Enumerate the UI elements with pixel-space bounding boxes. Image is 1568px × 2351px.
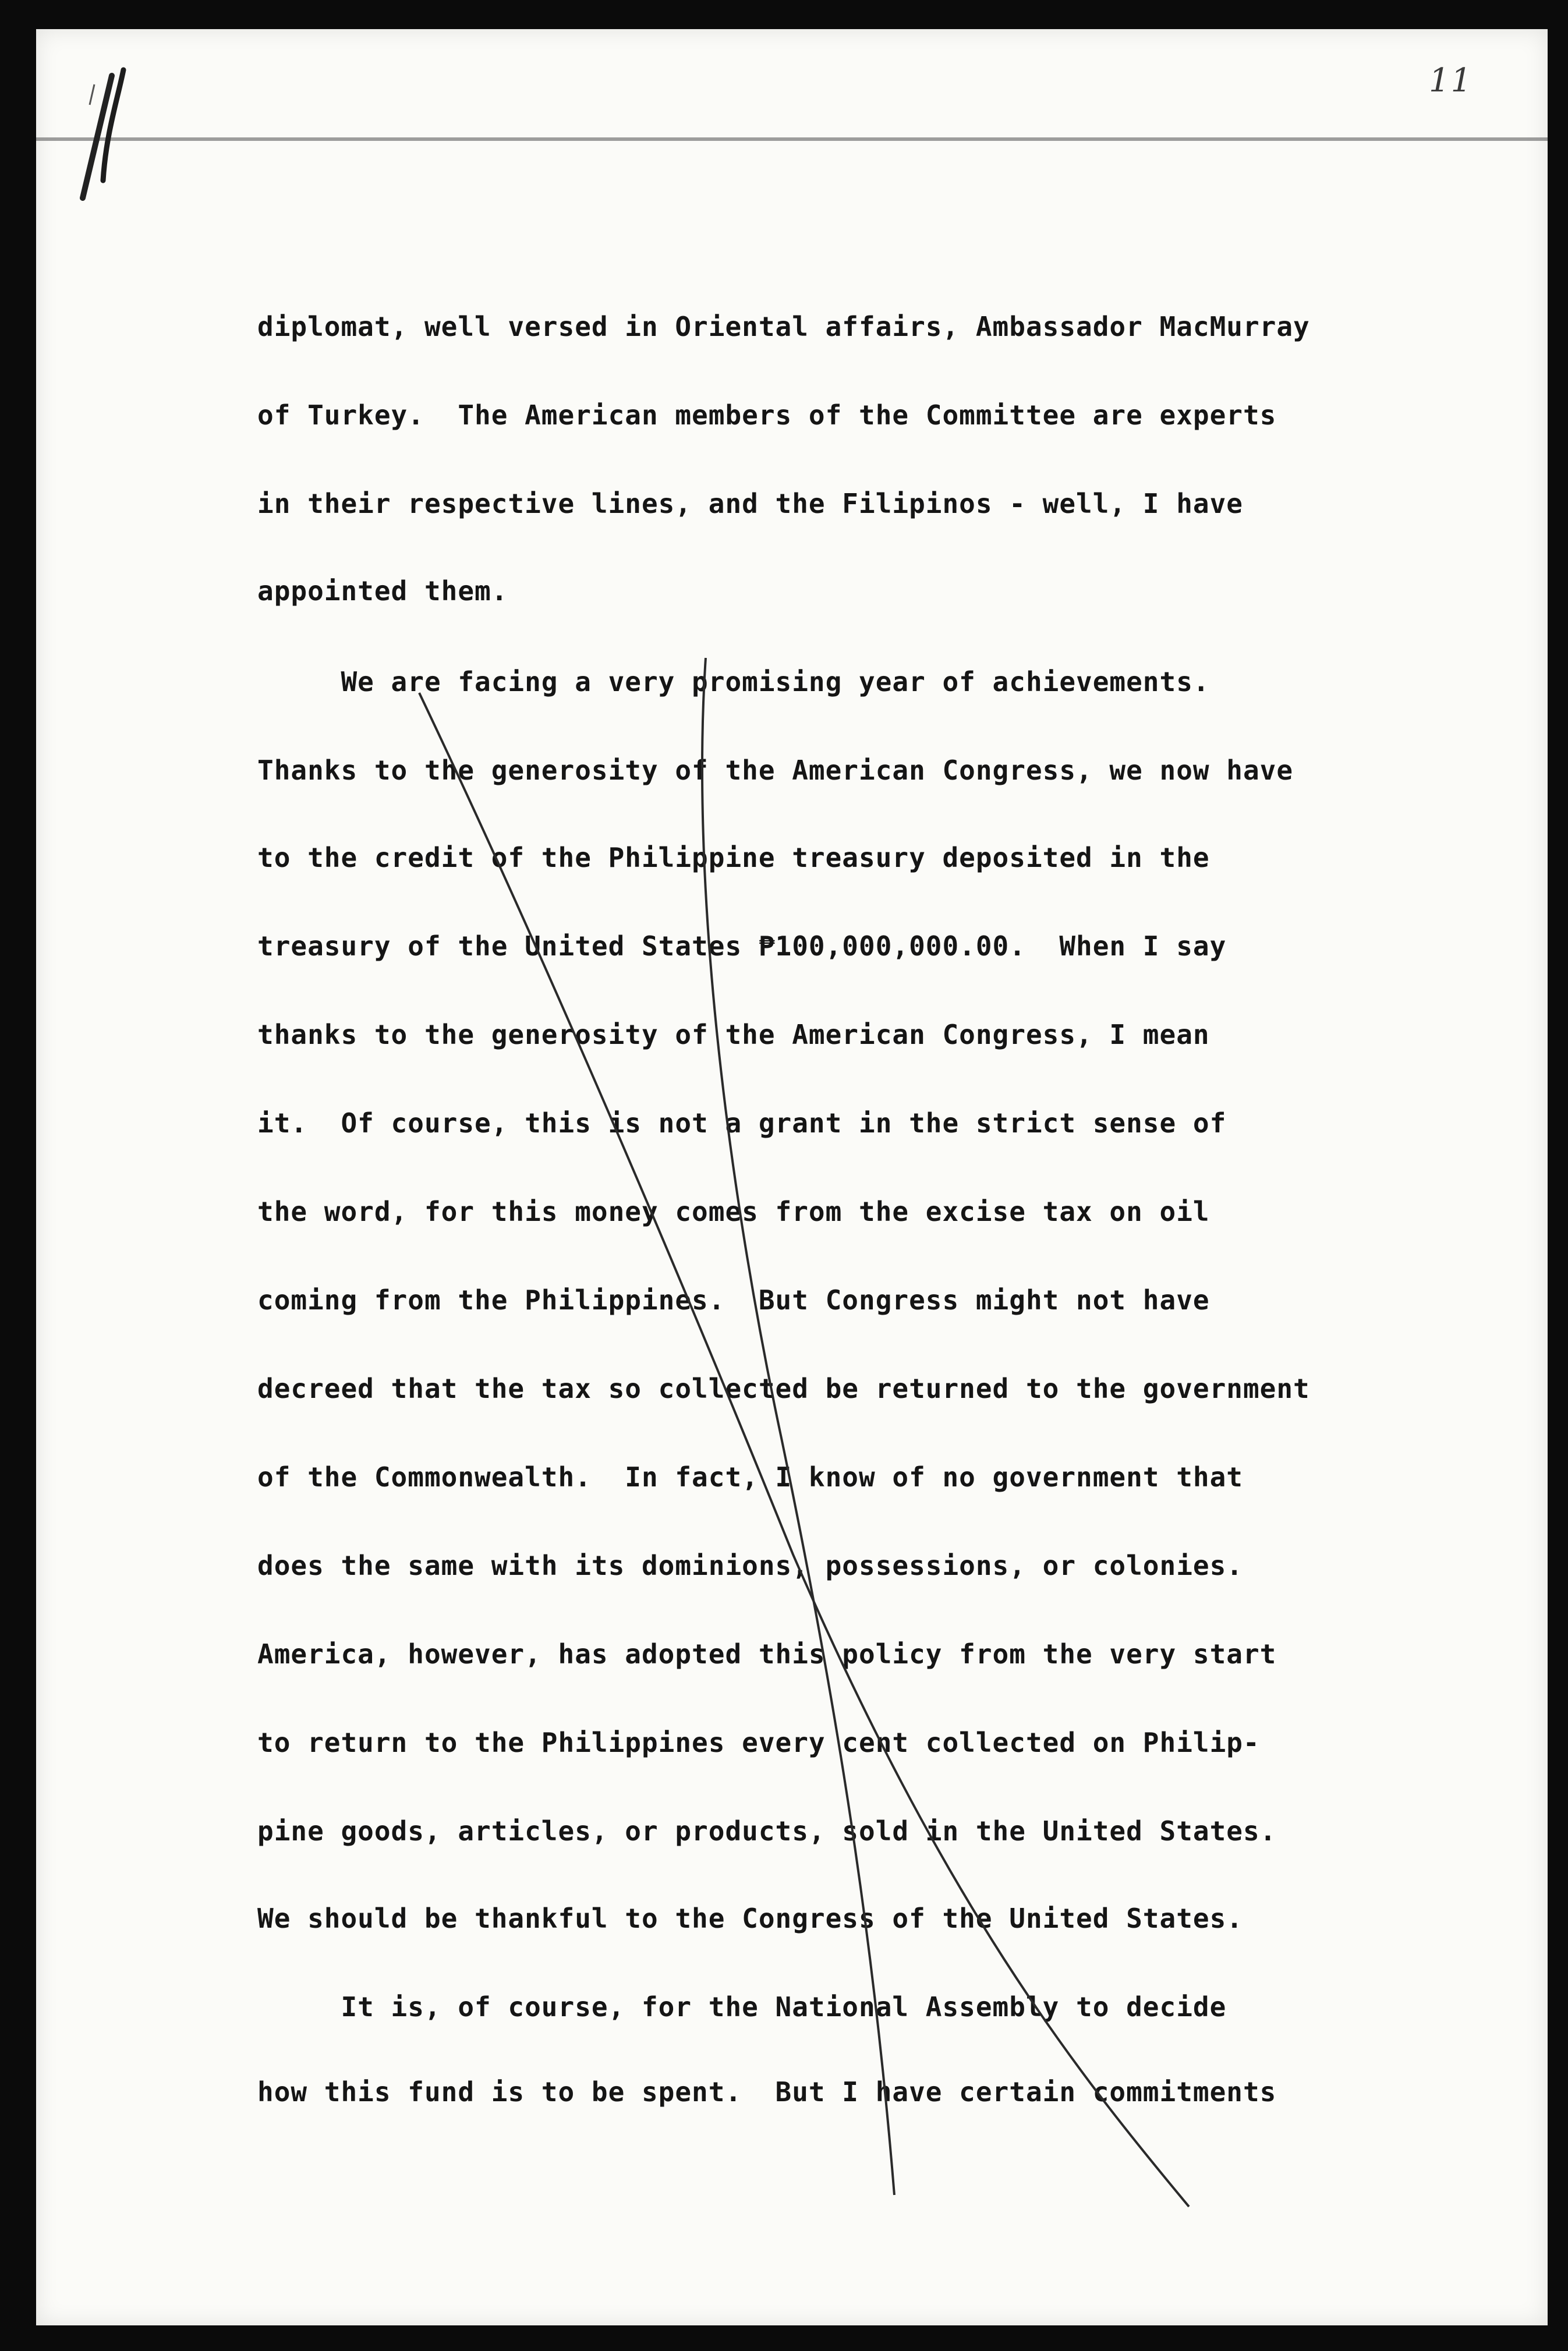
text-line: We should be thankful to the Congress of the United States. bbox=[257, 1903, 1243, 1934]
text-line: treasury of the United States ₱100,000,000.00. When I say bbox=[257, 930, 1227, 962]
page-number: 11 bbox=[1429, 62, 1473, 100]
text-line: Thanks to the generosity of the American Congress, we now have bbox=[257, 755, 1294, 786]
text-line: America, however, has adopted this policy from the very start bbox=[257, 1638, 1277, 1670]
typewritten-page bbox=[36, 29, 1548, 2325]
text-line: of the Commonwealth. In fact, I know of no government that bbox=[257, 1461, 1243, 1493]
text-line: decreed that the tax so collected be returned to the government bbox=[257, 1373, 1310, 1404]
text-line: does the same with its dominions, possessions, or colonies. bbox=[257, 1550, 1243, 1581]
text-line: diplomat, well versed in Oriental affairs, Ambassador MacMurray bbox=[257, 311, 1310, 342]
text-line: appointed them. bbox=[257, 575, 508, 607]
text-line: pine goods, articles, or products, sold in the United States. bbox=[257, 1815, 1277, 1847]
text-line: it. Of course, this is not a grant in the strict sense of bbox=[257, 1107, 1227, 1139]
text-line: coming from the Philippines. But Congress might not have bbox=[257, 1284, 1210, 1316]
text-line: thanks to the generosity of the American Congress, I mean bbox=[257, 1019, 1210, 1050]
text-line: It is, of course, for the National Assembly to decide bbox=[257, 1991, 1227, 2023]
text-line: We are facing a very promising year of achievements. bbox=[257, 666, 1210, 697]
text-line: to return to the Philippines every cent collected on Philip- bbox=[257, 1727, 1260, 1758]
body-text bbox=[36, 29, 1548, 2325]
text-line: the word, for this money comes from the excise tax on oil bbox=[257, 1196, 1210, 1227]
text-line: how this fund is to be spent. But I have certain commitments bbox=[257, 2076, 1277, 2108]
text-line: of Turkey. The American members of the Committee are experts bbox=[257, 399, 1277, 431]
text-line: to the credit of the Philippine treasury deposited in the bbox=[257, 842, 1210, 873]
text-line: in their respective lines, and the Filipinos - well, I have bbox=[257, 488, 1243, 519]
